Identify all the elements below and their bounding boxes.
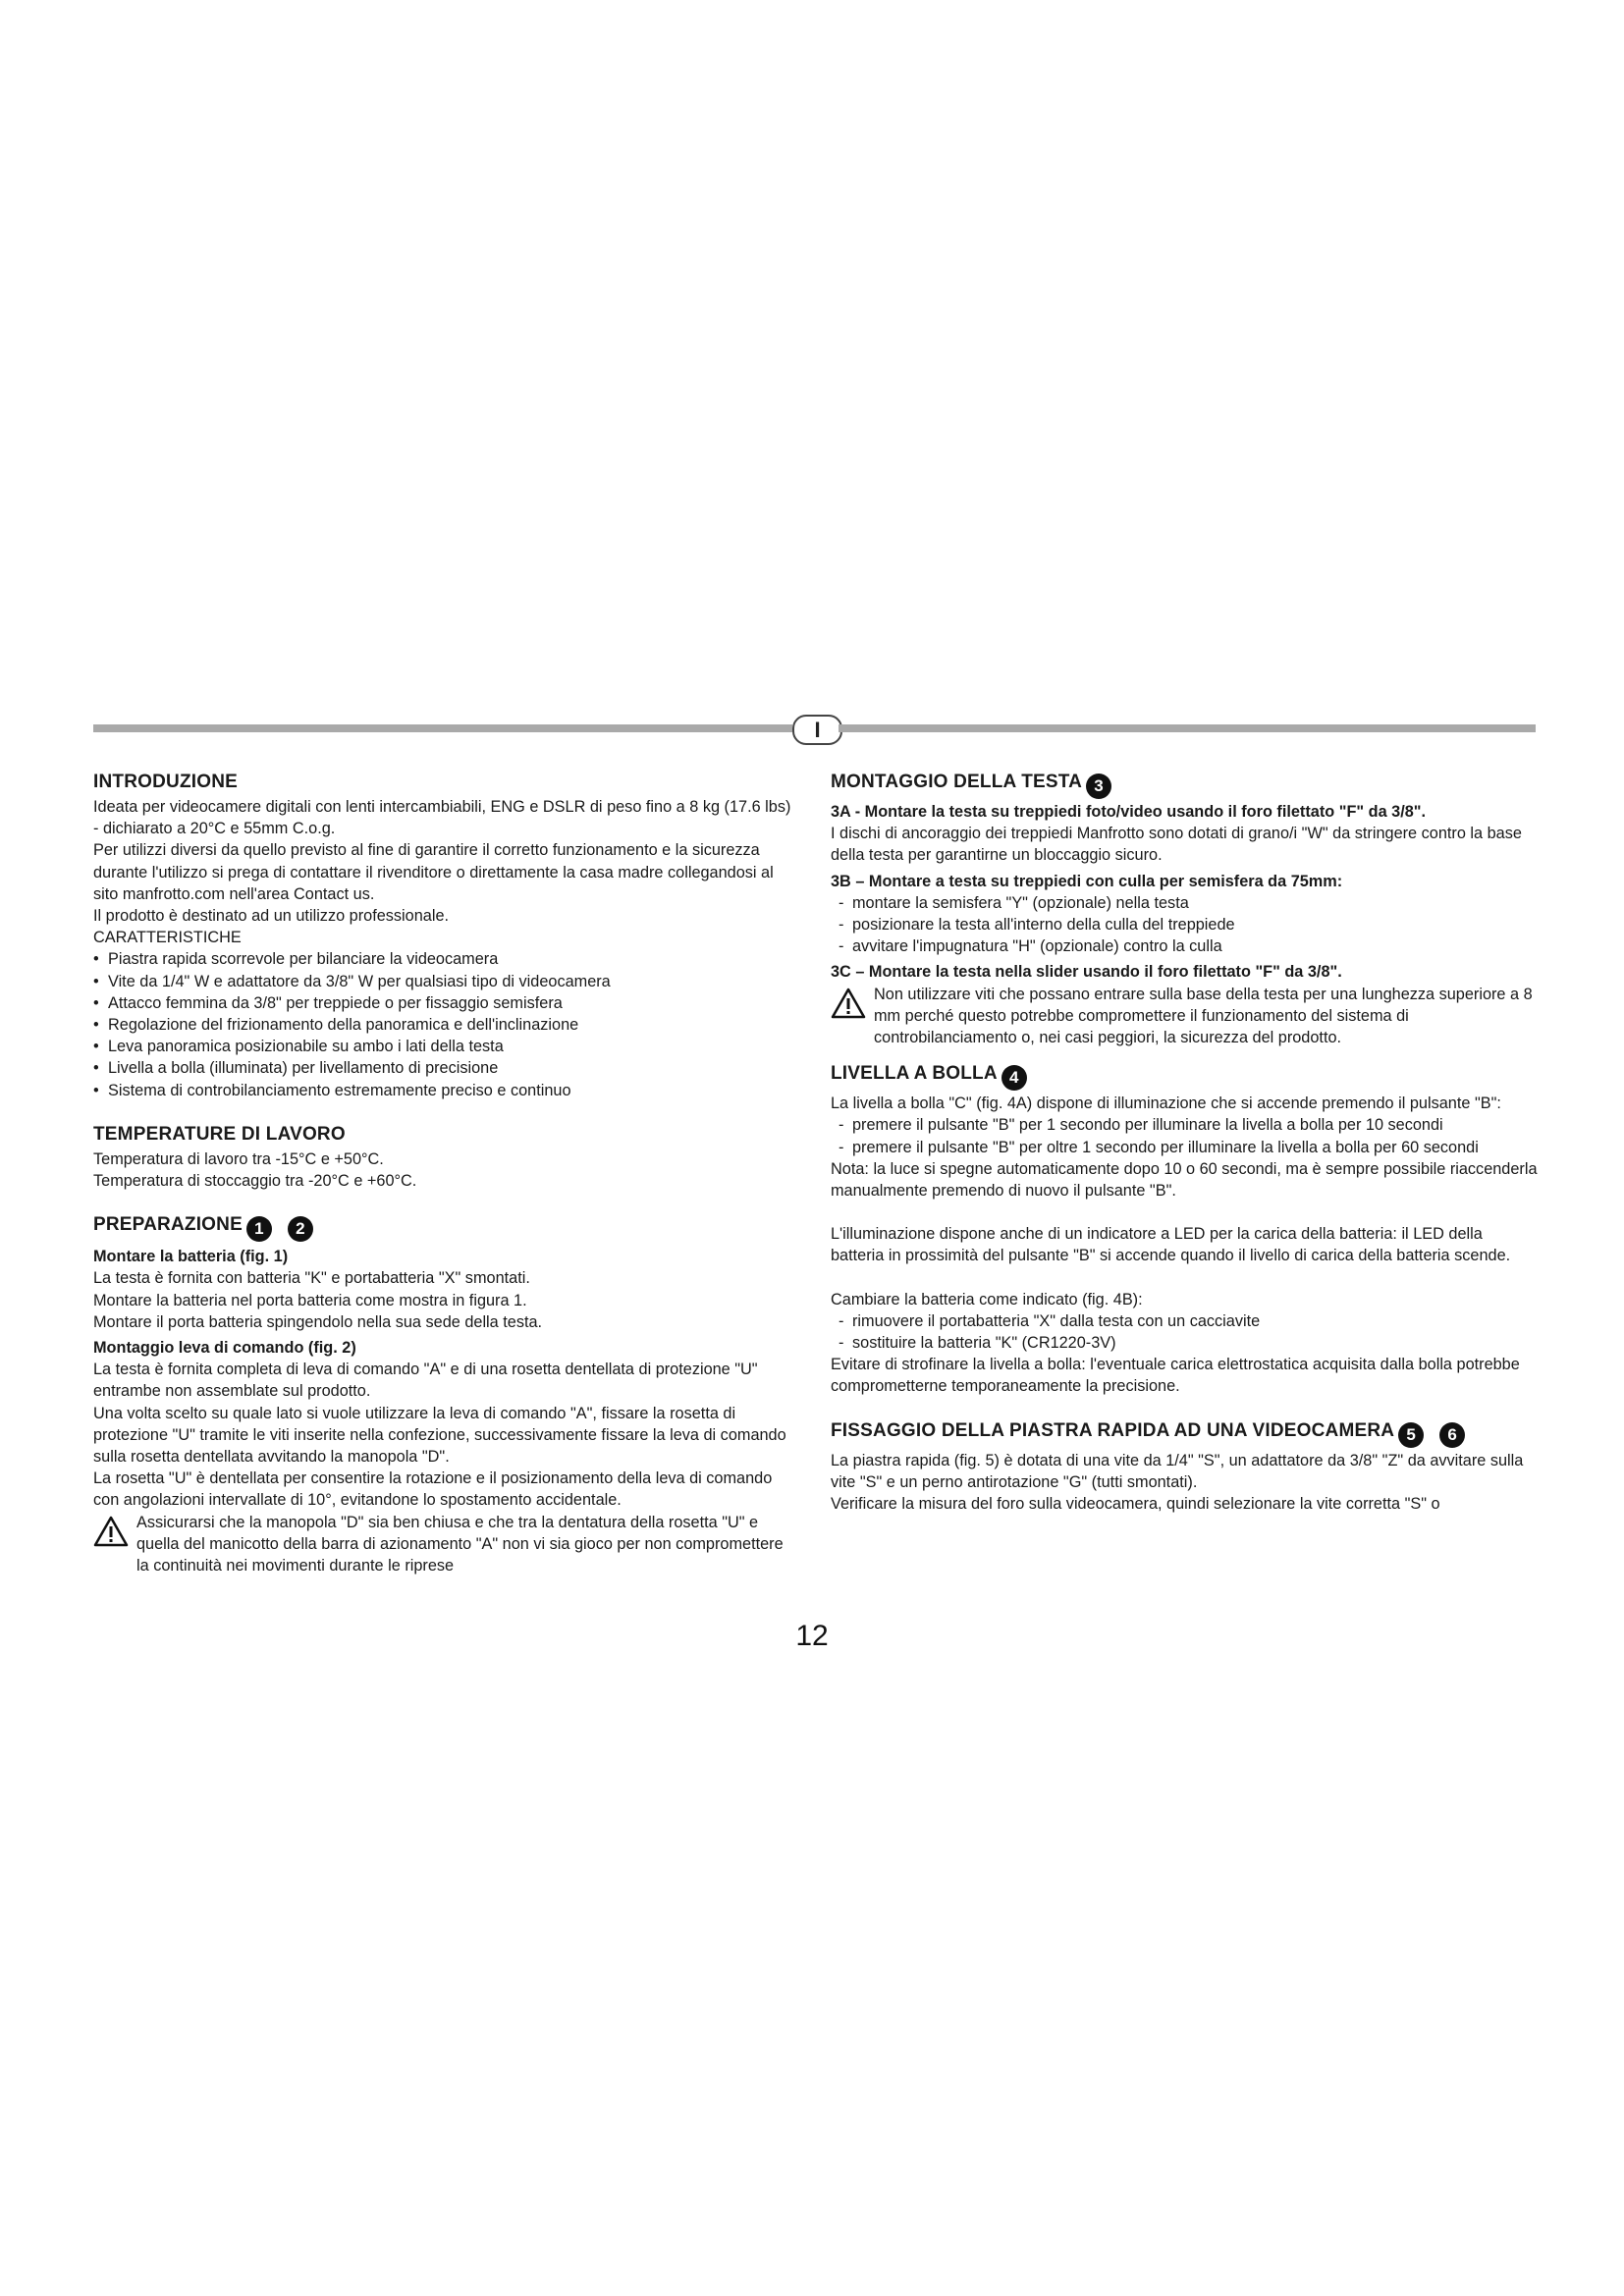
intro-paragraph: Ideata per videocamere digitali con lenti intercambiabili, ENG e DSLR di peso fino a 8 kg (17.6 lbs) - dichiarato a 20°C e 55mm C.o.g. (93, 798, 791, 838)
figure-badge: 2 (288, 1216, 313, 1242)
figure-badge: 6 (1439, 1422, 1465, 1448)
mounting-title: MONTAGGIO DELLA TESTA (831, 772, 1083, 792)
quick-plate-text: Verificare la misura del foro sulla videocamera, quindi selezionare la vite corretta "S" o (831, 1495, 1440, 1514)
intro-heading: INTRODUZIONE (93, 772, 239, 792)
list-item: - premere il pulsante "B" per oltre 1 secondo per illuminare la livella a bolla per 60 secondi (831, 1137, 1538, 1158)
features-list (93, 948, 798, 1100)
quick-plate-heading (831, 1419, 1538, 1448)
list-item: - sostituire la batteria "K" (CR1220-3V) (831, 1332, 1538, 1354)
level-list (831, 1114, 1538, 1157)
list-item: • Piastra rapida scorrevole per bilanciare la videocamera (93, 948, 798, 970)
lever-paragraph: La rosetta "U" è dentellata per consentire la rotazione e il posizionamento della leva di comando con angolazioni intervallate di 10°, evitandone lo spostamento accidentale. (93, 1469, 773, 1510)
lever-paragraph: La testa è fornita completa di leva di comando "A" e di una rosetta dentellata di protezione "U" entrambe non assemblate sul prodotto. (93, 1361, 758, 1401)
list-item: - rimuovere il portabatteria "X" dalla testa con un cacciavite (831, 1310, 1538, 1332)
level-intro: La livella a bolla "C" (fig. 4A) dispone di illuminazione che si accende premendo il pulsante "B": (831, 1095, 1501, 1113)
left-column (93, 771, 798, 1576)
warning-text: Non utilizzare viti che possano entrare sulla base della testa per una lunghezza superiore a 8 mm perché questo potrebbe compromettere il funzionamento del sistema di controbilanciamento o, nei casi peggiori, la sicurezza del prodotto. (874, 985, 1533, 1047)
lever-paragraph: Una volta scelto su quale lato si vuole utilizzare la leva di comando "A", fissare la rosetta di protezione "U" tramite le viti inserite nella confezione, successivamente fissare la leva di comando sulla rosetta dentellata avvitando la manopola "D". (93, 1404, 786, 1467)
temperature-line: Temperatura di stoccaggio tra -20°C e +60°C. (93, 1172, 417, 1191)
temperature-line: Temperatura di lavoro tra -15°C e +50°C. (93, 1149, 384, 1168)
mounting-heading (831, 771, 1538, 799)
features-label: CARATTERISTICHE (93, 929, 242, 947)
quick-plate-section (831, 1419, 1538, 1516)
intro-paragraph: Per utilizzi diversi da quello previsto al fine di garantire il corretto funzionamento e la sicurezza durante l'utilizzo si prega di contattare il rivenditore o direttamente la casa madre collegandosi al sito manfrotto.com nell'area Contact us. (93, 841, 774, 903)
battery-subheading: Montare la batteria (fig. 1) (93, 1248, 289, 1266)
battery-line: Montare la batteria nel porta batteria come mostra in figura 1. (93, 1291, 527, 1309)
warning-text: Assicurarsi che la manopola "D" sia ben chiusa e che tra la dentatura della rosetta "U" e quella del manicotto della barra di azionamento "A" non vi sia gioco per non compromettere la continuità nei movimenti durante le riprese (136, 1513, 784, 1575)
level-static-warning: Evitare di strofinare la livella a bolla: l'eventuale carica elettrostatica acquisita dalla bolla potrebbe comprometterne temporaneamente la precisione. (831, 1356, 1520, 1396)
level-note: Nota: la luce si spegne automaticamente dopo 10 o 60 secondi, ma è sempre possibile riaccenderla manualmente premendo di nuovo il pulsante "B". (831, 1159, 1538, 1201)
step-3a-title: 3A - Montare la testa su treppiedi foto/video usando il foro filettato "F" da 3/8". (831, 803, 1427, 821)
header-rule-left (93, 724, 792, 732)
list-item: - premere il pulsante "B" per 1 secondo per illuminare la livella a bolla per 10 secondi (831, 1114, 1538, 1136)
right-column (831, 771, 1538, 1515)
list-item: • Livella a bolla (illuminata) per livellamento di precisione (93, 1057, 798, 1079)
temperature-section (93, 1123, 798, 1192)
list-item: - montare la semisfera "Y" (opzionale) nella testa (831, 892, 1538, 914)
level-title: LIVELLA A BOLLA (831, 1063, 998, 1085)
step-3b-list (831, 892, 1538, 958)
step-3b-title: 3B – Montare a testa su treppiedi con culla per semisfera da 75mm: (831, 872, 1343, 890)
page-number: 12 (795, 1620, 829, 1652)
mounting-section (831, 771, 1538, 1048)
figure-badge: 5 (1398, 1422, 1424, 1448)
list-item: • Regolazione del frizionamento della panoramica e dell'inclinazione (93, 1014, 798, 1036)
step-3c-title: 3C – Montare la testa nella slider usando il foro filettato "F" da 3/8". (831, 963, 1342, 982)
battery-change-intro: Cambiare la batteria come indicato (fig. 4B): (831, 1290, 1143, 1308)
figure-badge: 3 (1086, 774, 1111, 799)
lever-warning (93, 1512, 798, 1577)
level-led-text: L'illuminazione dispone anche di un indicatore a LED per la carica della batteria: il LED della batteria in prossimità del pulsante "B" si accende quando il livello di carica della batteria scende. (831, 1225, 1511, 1265)
warning-icon (93, 1516, 129, 1547)
intro-paragraph: Il prodotto è destinato ad un utilizzo professionale. (93, 907, 450, 926)
figure-badge: 4 (1001, 1065, 1027, 1091)
mounting-warning (831, 984, 1538, 1049)
warning-icon (831, 988, 866, 1019)
step-3a-text: I dischi di ancoraggio dei treppiedi Manfrotto sono dotati di grano/i "W" da stringere contro la base della testa per garantirne un bloccaggio sicuro. (831, 825, 1522, 865)
temperature-heading: TEMPERATURE DI LAVORO (93, 1123, 346, 1145)
list-item: • Leva panoramica posizionabile su ambo i lati della testa (93, 1036, 798, 1057)
list-item: • Vite da 1/4" W e adattatore da 3/8" W per qualsiasi tipo di videocamera (93, 971, 798, 992)
list-item: - posizionare la testa all'interno della culla del treppiede (831, 914, 1538, 935)
list-item: • Attacco femmina da 3/8" per treppiede o per fissaggio semisfera (93, 992, 798, 1014)
preparation-section (93, 1213, 798, 1576)
preparation-heading (93, 1213, 798, 1242)
level-heading (831, 1062, 1538, 1091)
battery-change-list (831, 1310, 1538, 1354)
level-section (831, 1062, 1538, 1397)
quick-plate-text: La piastra rapida (fig. 5) è dotata di una vite da 1/4" "S", un adattatore da 3/8" "Z" da avvitare sulla vite "S" e un perno antirotazione "G" (tutti smontati). (831, 1451, 1524, 1491)
quick-plate-title: FISSAGGIO DELLA PIASTRA RAPIDA AD UNA VIDEOCAMERA (831, 1419, 1395, 1441)
header-rule-right (839, 724, 1536, 732)
lever-subheading: Montaggio leva di comando (fig. 2) (93, 1339, 356, 1358)
language-badge: I (792, 715, 842, 745)
figure-badge: 1 (246, 1216, 272, 1242)
battery-line: Montare il porta batteria spingendolo nella sua sede della testa. (93, 1312, 543, 1331)
intro-section (93, 771, 798, 1101)
list-item: - avvitare l'impugnatura "H" (opzionale) contro la culla (831, 935, 1538, 957)
preparation-title: PREPARAZIONE (93, 1214, 243, 1236)
battery-line: La testa è fornita con batteria "K" e portabatteria "X" smontati. (93, 1269, 530, 1288)
list-item: • Sistema di controbilanciamento estremamente preciso e continuo (93, 1080, 798, 1101)
